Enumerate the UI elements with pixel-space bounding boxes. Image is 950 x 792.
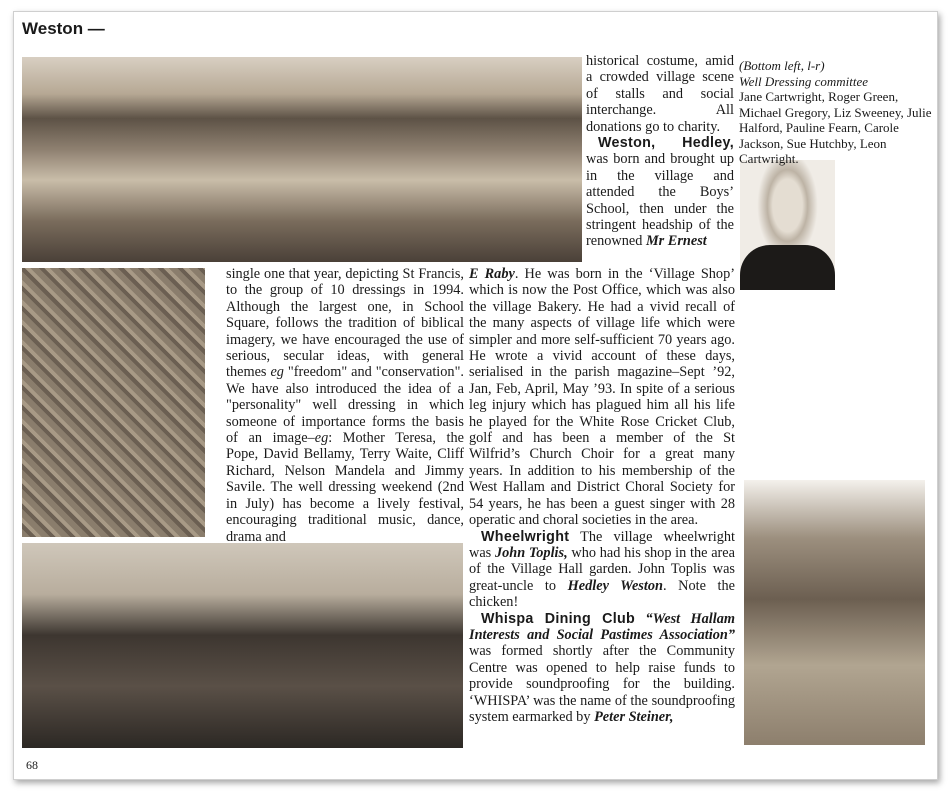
paragraph-text: who had his shop in the area of the Village Hall garden. John Toplis was great-uncle to: [469, 544, 735, 594]
paragraph: [469, 266, 735, 529]
abbreviation: eg: [270, 364, 284, 381]
person-name: Mr Ernest: [645, 233, 707, 250]
entry-heading: Whispa Dining Club: [481, 610, 636, 627]
entry-heading: Wheelwright: [481, 528, 570, 545]
caption-line: (Bottom left, l-r): [739, 58, 825, 73]
paragraph-text: single one that year, depicting St Francis, to the group of 10 dressings in 1994. Although the largest one, in School Square, follows the tradition of biblical imagery, we have encouraged the use of serious, secular ideas, with general themes: [226, 266, 464, 381]
club-full-name: “West Hallam Interests and Social Pastimes Association”: [469, 610, 735, 643]
paragraph-text: The village wheelwright was: [469, 528, 735, 561]
paragraph: [226, 266, 464, 545]
text-column-right: [469, 266, 735, 725]
paragraph: [469, 611, 735, 726]
caption-line: Well Dressing committee: [739, 73, 869, 89]
abbreviation: eg: [314, 430, 329, 447]
well-dressing-mosaic-photo: [22, 268, 205, 537]
paragraph: [586, 135, 734, 250]
paragraph-text: . He was born in the ‘Village Shop’ which is now the Post Office, which was also the village Bakery. He had a vivid recall of the many aspects of village life which were simpler and more self-sufficient 70 years ago. He wrote a vivid account of these days, serialised in the parish magazine–Sept ’92, Jan, Feb, April, May ’93. In spite of a serious leg injury which has plagued him all his life he played for the White Rose Cricket Club, golf and has been a member of the St Wilfrid’s Church Choir for a great many years. In addition to his membership of the West Hallam and District Choral Society for 54 years, he has been a guest singer with 28 operatic and choral societies in the area.: [469, 266, 735, 529]
entry-heading: Weston, Hedley,: [598, 135, 734, 152]
caption-names: Jane Cartwright, Roger Green, Michael Gregory, Liz Sweeney, Julie Halford, Pauline Fearn, Carole Jackson, Sue Hutchby, Leon Cartwright.: [739, 89, 932, 166]
committee-group-photo: [22, 543, 463, 748]
paragraph-text: was formed shortly after the Community Centre was opened to help raise funds to provide soundproofing for the building. ‘WHISPA’ was the name of the soundproofing system earmarked by: [469, 643, 735, 725]
page-header-title: Weston —: [22, 19, 105, 38]
person-name: Peter Steiner,: [594, 708, 674, 725]
paragraph: [469, 529, 735, 611]
person-name: E Raby: [469, 266, 515, 282]
wheelwright-photo: [744, 480, 925, 745]
hedley-weston-portrait: [740, 160, 835, 290]
paragraph-text: "freedom" and "conservation". We have also introduced the idea of a "personality" well dressing in which someone of importance forms the basis of an image–: [226, 364, 464, 447]
person-name: Hedley Weston: [567, 577, 663, 594]
text-column-left: [226, 266, 464, 545]
person-name: John Toplis,: [494, 544, 568, 561]
photo-caption: [739, 58, 934, 167]
paragraph: historical costume, amid a crowded village scene of stalls and social interchange. All donations go to charity.: [586, 53, 734, 135]
text-column-top-right: [586, 53, 734, 250]
paragraph-text: . Note the chicken!: [469, 577, 735, 611]
paragraph-text: : Mother Teresa, the Pope, David Bellamy, Terry Waite, Cliff Richard, Nelson Mandela and Jimmy Savile. The well dressing weekend (2nd in July) has become a lively festival, encouraging traditional music, dance, drama and: [226, 430, 464, 545]
paragraph-text: was born and brought up in the village and attended the Boys’ School, then under the stringent headship of the renowned: [586, 151, 734, 250]
page-number: 68: [26, 758, 38, 772]
village-festival-photo: [22, 57, 582, 262]
